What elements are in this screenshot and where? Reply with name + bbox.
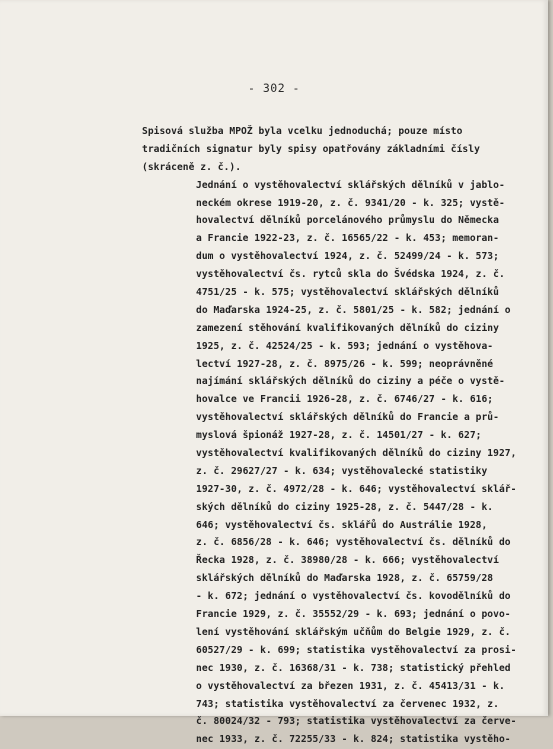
text-line: 60527/29 - k. 699; statistika vystěhovalectví za prosi- xyxy=(196,644,517,656)
text-line: nec 1933, z. č. 72255/33 - k. 824; statistika vystěho- xyxy=(196,734,511,746)
text-line: ských dělníků do ciziny 1925-28, z. č. 5447/28 - k. xyxy=(196,501,494,513)
text-line: Spisová služba MPOŽ byla vcelku jednoduchá; pouze místo xyxy=(142,126,463,137)
text-line: nec 1930, z. č. 16368/31 - k. 738; statistický přehled xyxy=(196,662,511,674)
text-line: dum o vystěhovalectví 1924, z. č. 52499/24 - k. 573; xyxy=(196,251,499,263)
text-line: 743; statistika vystěhovalectví za červenec 1932, z. xyxy=(196,698,499,710)
paragraph-records xyxy=(142,177,527,749)
text-line: Jednání o vystěhovalectví sklářských dělníků v jablo- xyxy=(196,179,505,191)
text-line: z. č. 29627/27 - k. 634; vystěhovalecké statistiky xyxy=(196,465,488,477)
text-line: neckém okrese 1919-20, z. č. 9341/20 - k. 325; vystě- xyxy=(196,197,505,209)
text-line: vystěhovalectví kvalifikovaných dělníků do ciziny 1927, xyxy=(196,448,517,460)
text-line: Řecka 1928, z. č. 38980/28 - k. 666; vystěhovalectví xyxy=(196,555,499,567)
text-line: z. č. 6856/28 - k. 646; vystěhovalectví čs. dělníků do xyxy=(196,537,511,549)
text-line: 1925, z. č. 42524/25 - k. 593; jednání o vystěhova- xyxy=(196,340,494,352)
text-body xyxy=(142,123,527,749)
text-line: sklářských dělníků do Maďarska 1928, z. č. 65759/28 xyxy=(196,573,494,585)
text-line: zamezení stěhování kvalifikovaných dělníků do ciziny xyxy=(196,322,499,334)
text-line: Francie 1929, z. č. 35552/29 - k. 693; jednání o povo- xyxy=(196,609,511,621)
text-line: 1927-30, z. č. 4972/28 - k. 646; vystěhovalectví sklář- xyxy=(196,483,517,495)
text-line: najímání sklářských dělníků do ciziny a péče o vystě- xyxy=(196,376,505,388)
text-line: do Maďarska 1924-25, z. č. 5801/25 - k. 582; jednání o xyxy=(196,304,511,316)
text-line: vystěhovalectví sklářských dělníků do Francie a prů- xyxy=(196,412,499,424)
text-line: hovalce ve Francii 1926-28, z. č. 6746/27 - k. 616; xyxy=(196,394,494,406)
text-line: lení vystěhování sklářským učňům do Belgie 1929, z. č. xyxy=(196,626,511,638)
text-line: 646; vystěhovalectví čs. sklářů do Austrálie 1928, xyxy=(196,519,488,531)
text-line: tradičních signatur byly spisy opatřovány základními čísly xyxy=(142,143,480,155)
text-line: vystěhovalectví čs. rytců skla do Švédska 1924, z. č. xyxy=(196,269,505,281)
page-number: - 302 - xyxy=(248,81,300,95)
text-line: 4751/25 - k. 575; vystěhovalectví sklářských dělníků xyxy=(196,287,499,299)
text-line: o vystěhovalectví za březen 1931, z. č. 45413/31 - k. xyxy=(196,680,505,692)
text-line: myslová špionáž 1927-28, z. č. 14501/27 - k. 627; xyxy=(196,430,482,442)
text-line: hovalectví dělníků porcelánového průmyslu do Německa xyxy=(196,215,499,227)
paragraph-intro xyxy=(142,123,527,177)
text-line: č. 80024/32 - 793; statistika vystěhovalectví za červe- xyxy=(196,716,517,728)
text-line: lectví 1927-28, z. č. 8975/26 - k. 599; neoprávněné xyxy=(196,358,494,370)
text-line: - k. 672; jednání o vystěhovalectví čs. kovodělníků do xyxy=(196,591,511,603)
text-line: (skráceně z. č.). xyxy=(142,161,242,173)
text-line: a Francie 1922-23, z. č. 16565/22 - k. 453; memoran- xyxy=(196,233,499,245)
